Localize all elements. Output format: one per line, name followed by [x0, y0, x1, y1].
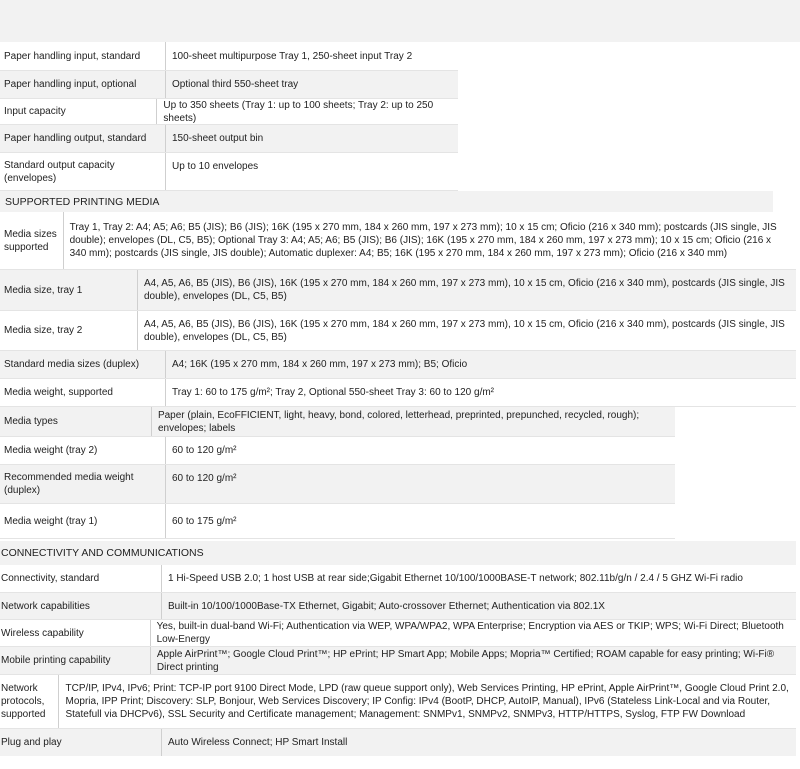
spec-label: Network protocols, supported [0, 675, 59, 728]
table-row [0, 125, 458, 153]
paper-handling-table [0, 42, 458, 191]
table-row [0, 437, 675, 465]
spec-value: 60 to 120 g/m² [172, 445, 237, 456]
spec-label: Wireless capability [0, 620, 151, 646]
spec-value: Optional third 550-sheet tray [172, 79, 299, 90]
spec-value: TCP/IP, IPv4, IPv6; Print: TCP-IP port 9100 Direct Mode, LPD (raw queue support only), Web Services Printing, HP ePrint, Apple AirPrint™, Google Cloud Print 2.0, Mopria, IPP Print; Discovery: SLP, Bonjour, Web Services Discovery; IP Config: IPv4 (BootP, DHCP, AutoIP, Manual), IPv6 (Stateless Link-Local and via Router, Statefull via DHCPv6), SSL Security and Certificate management; Management: SNMPv1, SNMPv2, SNMPv3, HTTP/HTTPS, Syslog, FTP FW Download [65, 683, 789, 720]
table-row [0, 620, 796, 647]
spec-value: 60 to 175 g/m² [172, 515, 237, 527]
spec-label: Standard output capacity (envelopes) [0, 153, 166, 190]
media-table-2 [0, 407, 675, 539]
spec-label: Media weight (tray 1) [0, 504, 166, 538]
spec-value: A4; 16K (195 x 270 mm, 184 x 260 mm, 197 x 273 mm); B5; Oficio [172, 359, 468, 370]
spec-label: Paper handling output, standard [0, 125, 166, 152]
table-row [0, 504, 675, 539]
spec-value: Paper (plain, EcoFFICIENT, light, heavy, bond, colored, letterhead, preprinted, prepunched, recycled, rough); envelopes; labels [157, 409, 640, 434]
table-row [0, 593, 796, 620]
spec-label: Connectivity, standard [0, 565, 162, 592]
spec-label: Media size, tray 2 [0, 311, 138, 350]
spec-label: Plug and play [0, 729, 162, 756]
spec-label: Input capacity [0, 99, 157, 124]
spec-label: Recommended media weight (duplex) [0, 465, 166, 503]
spec-label: Media sizes supported [0, 212, 64, 269]
table-row [0, 71, 458, 99]
spec-value: Tray 1, Tray 2: A4; A5; A6; B5 (JIS); B6 (JIS); 16K (195 x 270 mm, 184 x 260 mm, 197 x 273 mm); 10 x 15 cm; Oficio (216 x 340 mm); postcards (JIS single, JIS double); envelopes (DL, C5, B5); Optional Tray 3: A4; A5; A6; B5 (JIS); B6 (JIS); 16K (195 x 270 mm, 184 x 260 mm, 197 x 273 mm); 10 x 15 cm; Oficio (216 x 340 mm); postcards (JIS single, JIS double); Automatic duplexer: A4; B5; 16K (195 x 270 mm, 184 x 260 mm, 197 x 273 mm); Oficio (216 x 340 mm) [69, 222, 777, 259]
spec-value: A4, A5, A6, B5 (JIS), B6 (JIS), 16K (195 x 270 mm, 184 x 260 mm, 197 x 273 mm), 10 x 15 cm, Oficio (216 x 340 mm), postcards (JIS single, JIS double), envelopes (DL, C5, B5) [143, 278, 785, 302]
table-row [0, 99, 458, 125]
section-title: SUPPORTED PRINTING MEDIA [5, 195, 160, 208]
spec-label: Media weight, supported [0, 379, 166, 406]
section-header-connectivity [0, 541, 796, 565]
section-title: CONNECTIVITY AND COMMUNICATIONS [1, 547, 204, 559]
table-row [0, 729, 796, 756]
table-row [0, 407, 675, 437]
table-row [0, 565, 796, 593]
spec-value: Apple AirPrint™; Google Cloud Print™; HP ePrint; HP Smart App; Mobile Apps; Mopria™ Certified; ROAM capable for easy printing; Wi-Fi® Direct printing [156, 648, 775, 673]
spec-label: Paper handling input, optional [0, 71, 166, 98]
spec-label: Mobile printing capability [0, 647, 151, 674]
spec-label: Media size, tray 1 [0, 270, 138, 310]
table-row [0, 153, 458, 191]
table-row [0, 647, 796, 675]
spec-value: 100-sheet multipurpose Tray 1, 250-sheet input Tray 2 [172, 50, 413, 62]
table-row [0, 675, 796, 729]
table-row [0, 42, 458, 71]
spec-label: Network capabilities [0, 593, 162, 619]
connectivity-table [0, 565, 796, 756]
table-row [0, 212, 796, 270]
spec-value: Tray 1: 60 to 175 g/m²; Tray 2, Optional 550-sheet Tray 3: 60 to 120 g/m² [172, 387, 495, 398]
spec-value: 150-sheet output bin [172, 133, 264, 144]
spec-label: Media weight (tray 2) [0, 437, 166, 464]
media-table [0, 212, 796, 407]
table-row [0, 465, 675, 504]
spec-value: A4, A5, A6, B5 (JIS), B6 (JIS), 16K (195 x 270 mm, 184 x 260 mm, 197 x 273 mm), 10 x 15 cm, Oficio (216 x 340 mm), postcards (JIS single, JIS double), envelopes (DL, C5, B5) [143, 318, 785, 343]
section-header-media [0, 191, 773, 212]
table-row [0, 270, 796, 311]
spec-label: Media types [0, 407, 152, 436]
top-band [0, 0, 800, 42]
spec-value: Built-in 10/100/1000Base-TX Ethernet, Gigabit; Auto-crossover Ethernet; Authentication via 802.1X [168, 600, 605, 612]
spec-value: Up to 350 sheets (Tray 1: up to 100 sheets; Tray 2: up to 250 sheets) [163, 99, 434, 124]
spec-label: Standard media sizes (duplex) [0, 351, 166, 378]
table-row [0, 351, 796, 379]
spec-label: Paper handling input, standard [0, 42, 166, 70]
spec-value: Auto Wireless Connect; HP Smart Install [168, 737, 348, 748]
spec-value: Up to 10 envelopes [172, 161, 259, 172]
table-row [0, 311, 796, 351]
spec-value: 1 Hi-Speed USB 2.0; 1 host USB at rear side;Gigabit Ethernet 10/100/1000BASE-T network; 802.11b/g/n / 2.4 / 5 GHZ Wi-Fi radio [168, 573, 743, 584]
spec-value: Yes, built-in dual-band Wi-Fi; Authentication via WEP, WPA/WPA2, WPA Enterprise; Encryption via AES or TKIP; WPS; Wi-Fi Direct; Bluetooth Low-Energy [156, 621, 784, 645]
table-row [0, 379, 796, 407]
spec-value: 60 to 120 g/m² [172, 473, 237, 484]
